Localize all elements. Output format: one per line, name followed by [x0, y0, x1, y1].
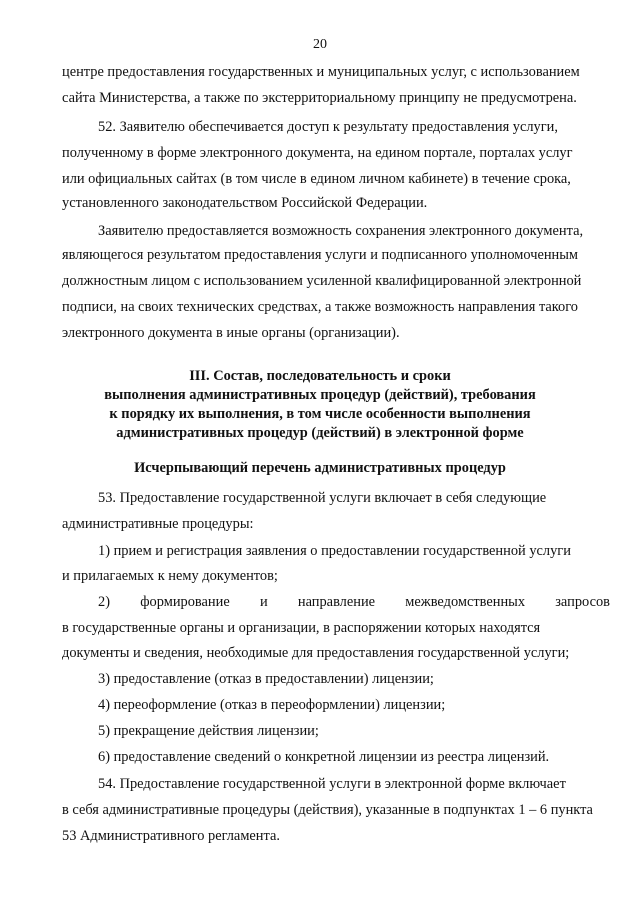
- paragraph-53-line-2: административные процедуры:: [62, 516, 254, 532]
- paragraph-continuation-line-1: центре предоставления государственных и муниципальных услуг, с использованием: [62, 64, 580, 80]
- paragraph-52-line-4: установленного законодательством Российской Федерации.: [62, 195, 428, 211]
- page-number: 20: [313, 37, 327, 52]
- list-item-2-word: и: [259, 594, 268, 610]
- paragraph-52-line-1: 52. Заявителю обеспечивается доступ к результату предоставления услуги,: [98, 119, 558, 135]
- list-item-2-word: межведомственных: [405, 594, 526, 610]
- paragraph-save-line-1: Заявителю предоставляется возможность сохранения электронного документа,: [98, 223, 584, 239]
- list-item-2-line-1: [98, 593, 610, 611]
- paragraph-54-line-1: 54. Предоставление государственной услуги в электронной форме включает: [98, 776, 566, 792]
- list-item-1-line-2: и прилагаемых к нему документов;: [62, 568, 278, 584]
- list-item-2-word: формирование: [140, 594, 230, 610]
- list-item-6: 6) предоставление сведений о конкретной лицензии из реестра лицензий.: [98, 749, 550, 765]
- list-item-3: 3) предоставление (отказ в предоставлении) лицензии;: [98, 671, 434, 687]
- list-item-1-line-1: 1) прием и регистрация заявления о предоставлении государственной услуги: [98, 543, 571, 559]
- list-item-2-word: направление: [297, 594, 376, 610]
- section-heading-line-1: III. Состав, последовательность и сроки: [189, 368, 451, 384]
- section-heading-line-3: к порядку их выполнения, в том числе особенности выполнения: [109, 406, 531, 422]
- list-item-5: 5) прекращение действия лицензии;: [98, 723, 319, 739]
- list-item-2-line-2: в государственные органы и организации, в распоряжении которых находятся: [62, 620, 541, 636]
- paragraph-54-line-2: в себя административные процедуры (действия), указанные в подпунктах 1 – 6 пункта: [62, 802, 593, 818]
- paragraph-54-line-3: 53 Административного регламента.: [62, 828, 280, 844]
- paragraph-save-line-2: являющегося результатом предоставления услуги и подписанного уполномоченным: [62, 247, 579, 263]
- paragraph-save-line-3: должностным лицом с использованием усиленной квалифицированной электронной: [62, 273, 582, 289]
- paragraph-save-line-4: подписи, на своих технических средствах, а также возможность направления такого: [62, 299, 578, 315]
- paragraph-52-line-3: или официальных сайтах (в том числе в едином личном кабинете) в течение срока,: [62, 171, 571, 187]
- list-item-2-line-3: документы и сведения, необходимые для предоставления государственной услуги;: [62, 645, 570, 661]
- section-heading-line-2: выполнения административных процедур (действий), требования: [104, 387, 536, 403]
- list-item-2-word: запросов: [555, 594, 610, 610]
- paragraph-save-line-5: электронного документа в иные органы (организации).: [62, 325, 400, 341]
- paragraph-52-line-2: полученному в форме электронного документа, на едином портале, порталах услуг: [62, 145, 573, 161]
- paragraph-53-line-1: 53. Предоставление государственной услуги включает в себя следующие: [98, 490, 547, 506]
- subheading: Исчерпывающий перечень административных процедур: [134, 460, 506, 476]
- list-item-4: 4) переоформление (отказ в переоформлении) лицензии;: [98, 697, 446, 713]
- list-item-2-word: 2): [98, 594, 110, 610]
- section-heading-line-4: административных процедур (действий) в электронной форме: [116, 425, 524, 441]
- paragraph-continuation-line-2: сайта Министерства, а также по экстерриториальному принципу не предусмотрена.: [62, 90, 577, 106]
